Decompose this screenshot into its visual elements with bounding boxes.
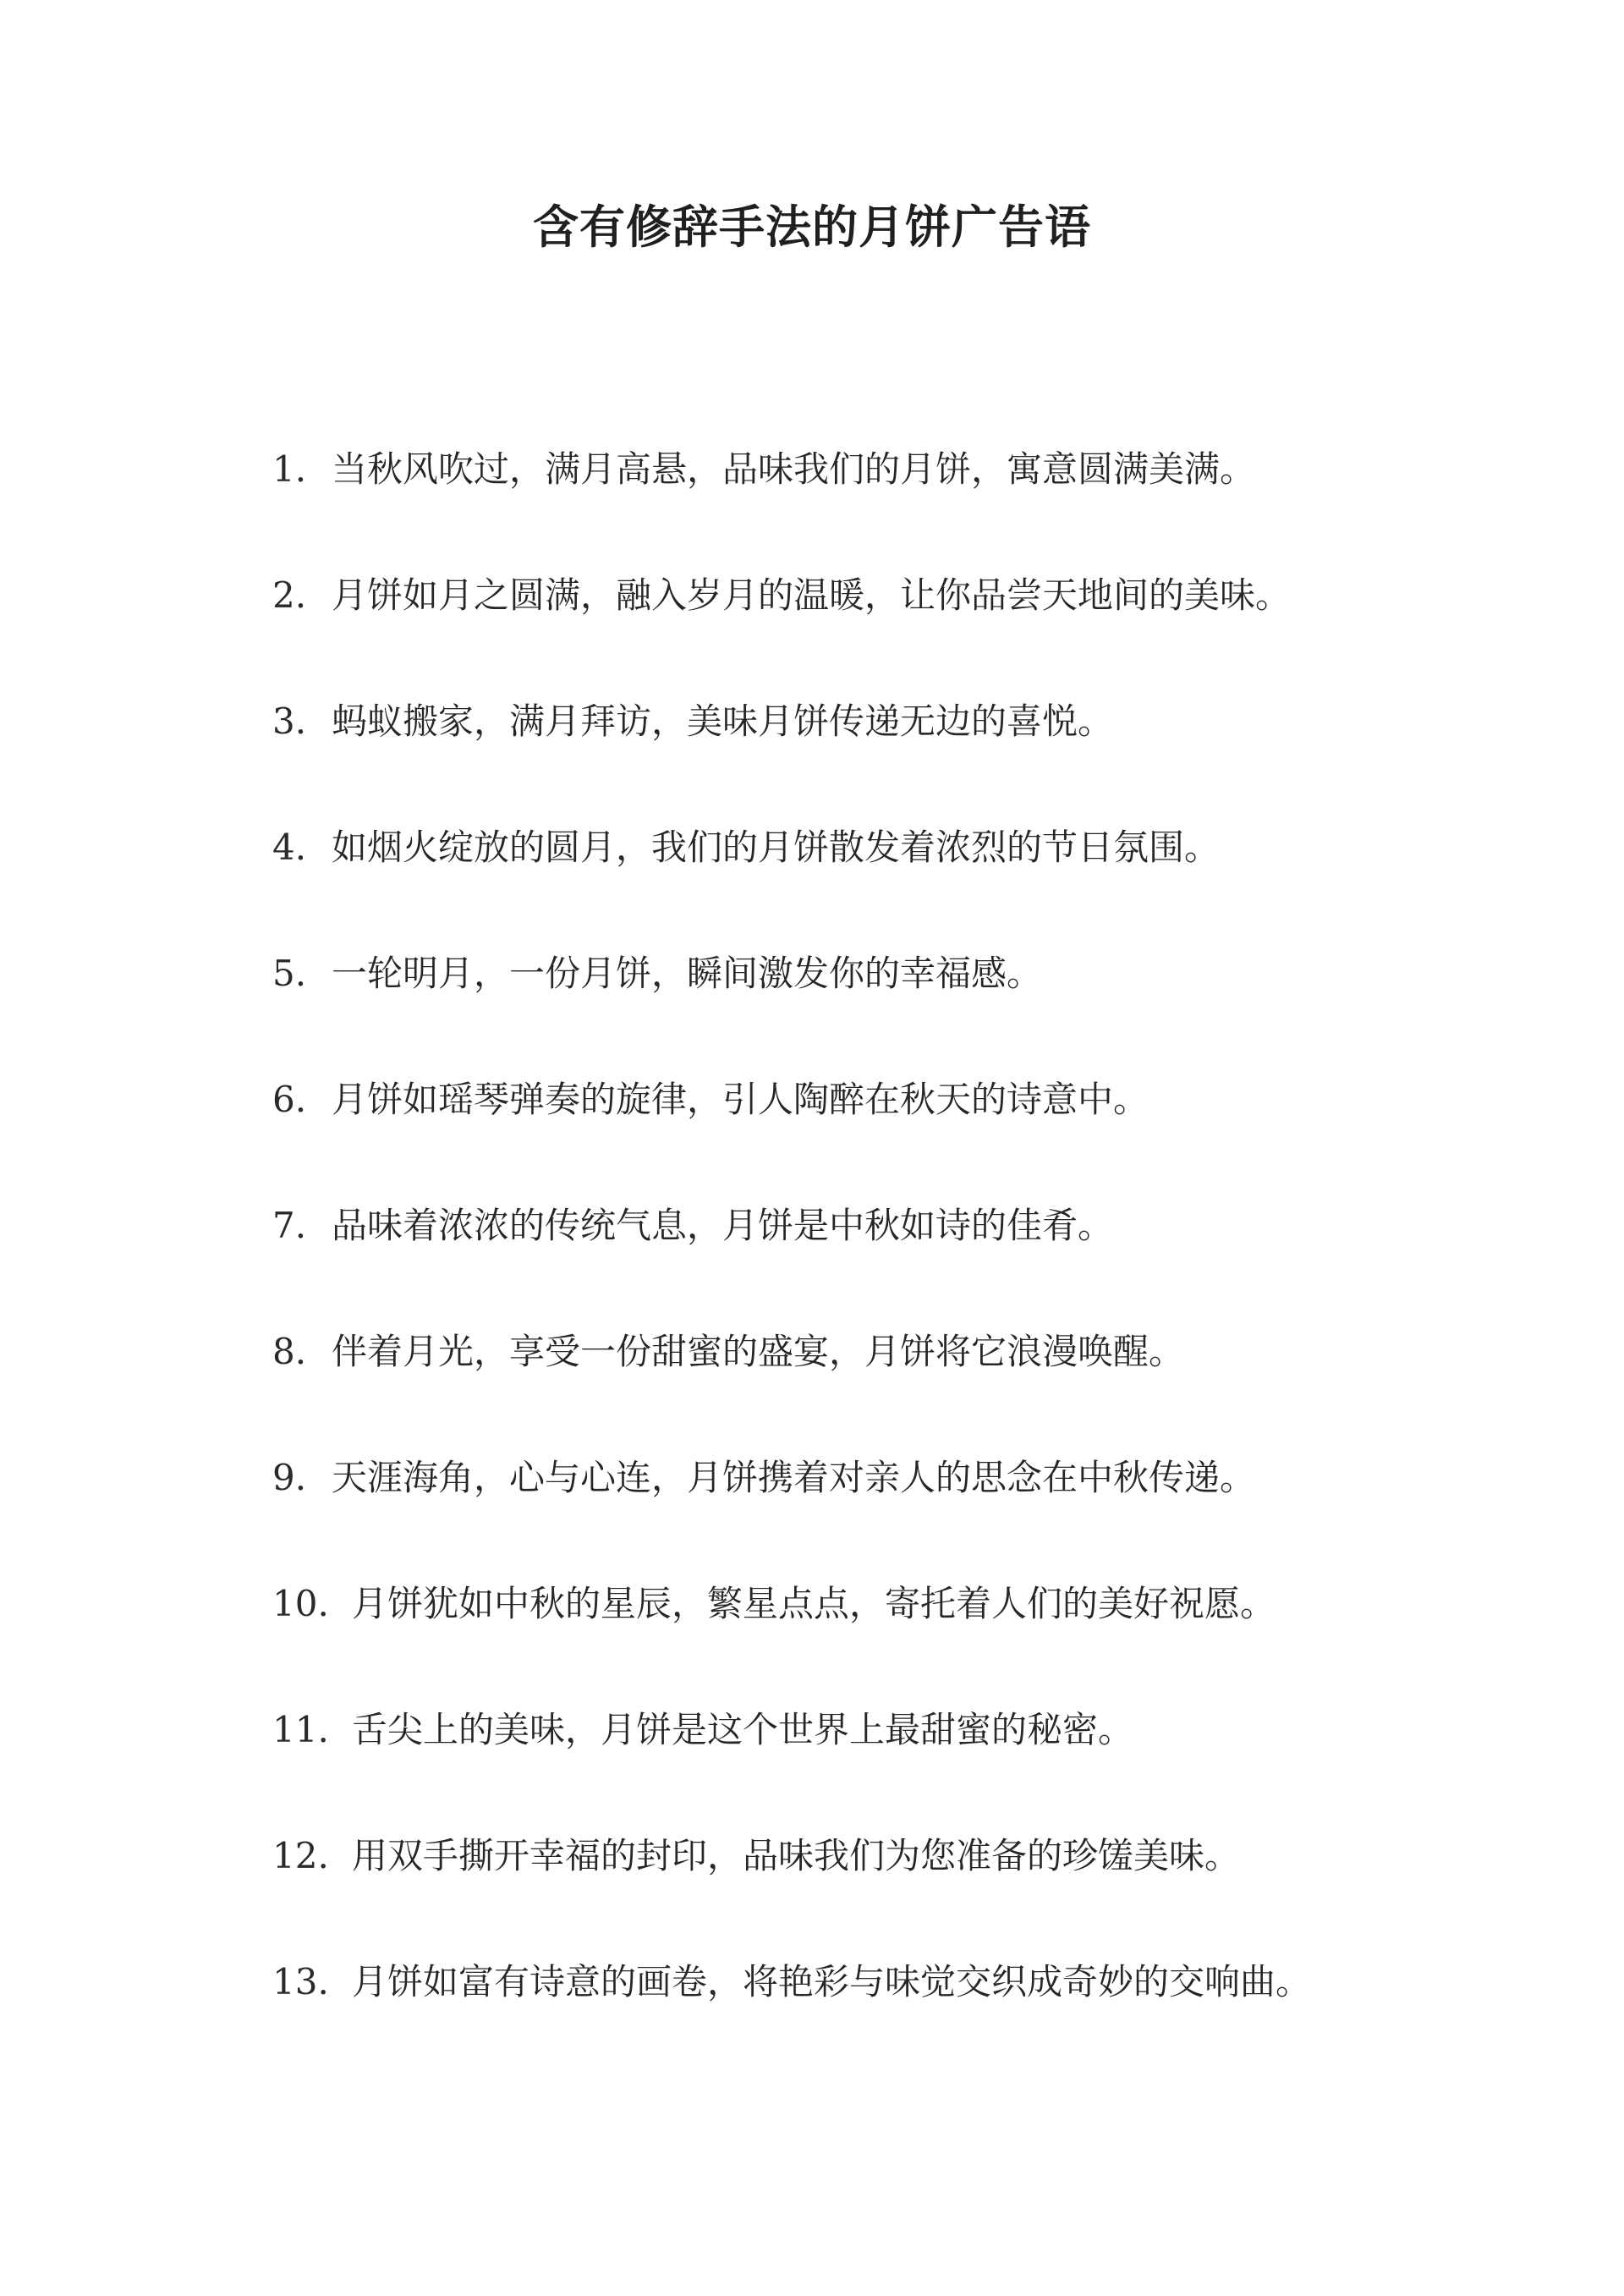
item-text: 蚂蚁搬家，满月拜访，美味月饼传递无边的喜悦。 (332, 700, 1114, 742)
item-number: 2. (272, 574, 307, 616)
item-number: 8. (272, 1331, 307, 1372)
item-text: 月饼犹如中秋的星辰，繁星点点，寄托着人们的美好祝愿。 (352, 1583, 1276, 1624)
item-number: 3. (272, 700, 307, 742)
item-text: 月饼如瑶琴弹奏的旋律，引人陶醉在秋天的诗意中。 (332, 1079, 1149, 1120)
item-text: 品味着浓浓的传统气息，月饼是中秋如诗的佳肴。 (332, 1205, 1114, 1246)
item-number: 10. (272, 1583, 329, 1624)
item-text: 如烟火绽放的圆月，我们的月饼散发着浓烈的节日氛围。 (332, 827, 1221, 868)
list-item (272, 1946, 1457, 2072)
item-text: 当秋风吹过，满月高悬，品味我们的月饼，寓意圆满美满。 (332, 448, 1256, 490)
list-item (272, 1568, 1457, 1694)
list-item (272, 1189, 1457, 1316)
document-title: 含有修辞手法的月饼广告语 (533, 200, 1091, 254)
list-item (272, 937, 1457, 1063)
item-text: 伴着月光，享受一份甜蜜的盛宴，月饼将它浪漫唤醒。 (332, 1331, 1185, 1372)
item-text: 一轮明月，一份月饼，瞬间激发你的幸福感。 (332, 953, 1043, 994)
list-item (272, 1063, 1457, 1189)
list-item (272, 811, 1457, 937)
item-number: 11. (272, 1709, 329, 1750)
item-number: 9. (272, 1457, 307, 1498)
item-number: 7. (272, 1205, 307, 1246)
item-number: 6. (272, 1079, 307, 1120)
item-number: 1. (272, 448, 307, 490)
list-item (272, 1820, 1457, 1946)
list-item (272, 433, 1457, 559)
list-item (272, 1442, 1457, 1568)
list-item (272, 559, 1457, 685)
item-number: 13. (272, 1961, 329, 2002)
list-item (272, 1694, 1457, 1820)
item-number: 4. (272, 827, 307, 868)
list-item (272, 685, 1457, 811)
item-text: 月饼如富有诗意的画卷，将艳彩与味觉交织成奇妙的交响曲。 (352, 1961, 1312, 2002)
item-text: 舌尖上的美味，月饼是这个世界上最甜蜜的秘密。 (352, 1709, 1134, 1750)
item-number: 5. (272, 953, 307, 994)
item-text: 天涯海角，心与心连，月饼携着对亲人的思念在中秋传递。 (332, 1457, 1256, 1498)
list-item (272, 1316, 1457, 1442)
item-text: 用双手撕开幸福的封印，品味我们为您准备的珍馐美味。 (352, 1835, 1241, 1876)
slogan-list (272, 433, 1457, 2072)
item-text: 月饼如月之圆满，融入岁月的温暖，让你品尝天地间的美味。 (332, 574, 1292, 616)
item-number: 12. (272, 1835, 329, 1876)
